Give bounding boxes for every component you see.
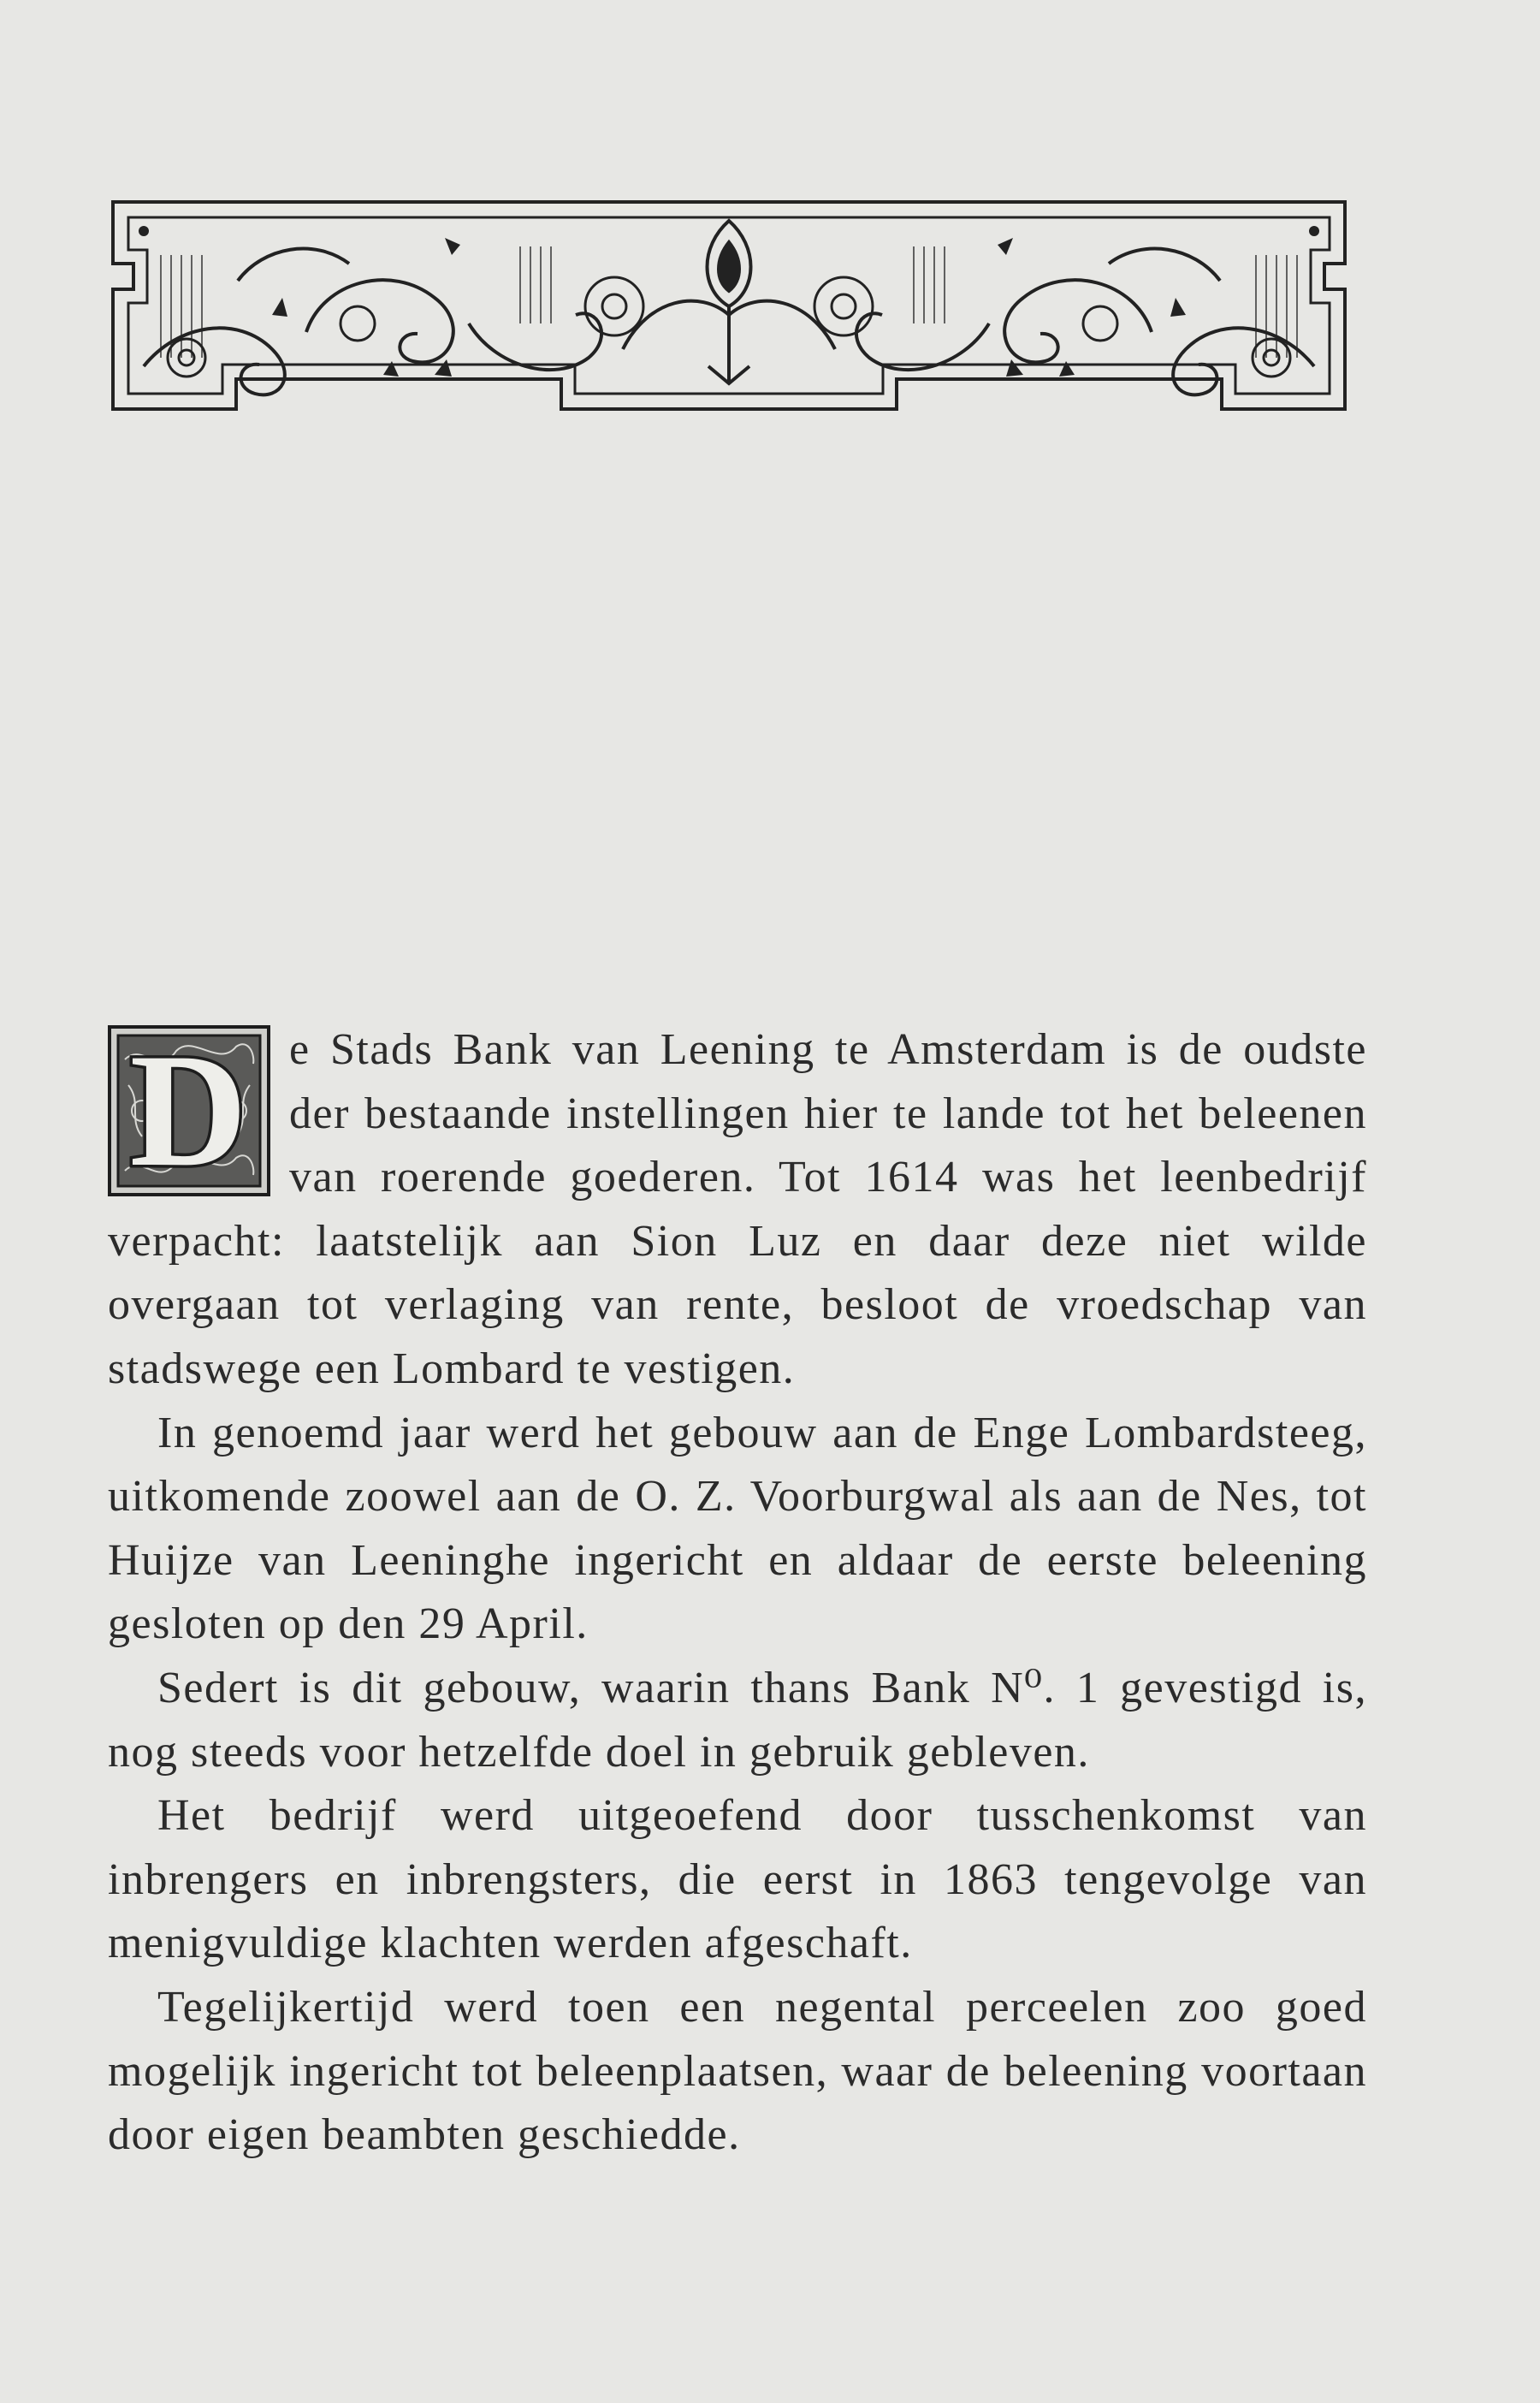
decorated-initial	[108, 1021, 270, 1201]
initial-letter: D	[129, 1021, 249, 1201]
paragraph-1	[108, 1018, 1367, 1402]
body-text	[108, 1018, 1367, 2168]
floral-headpiece-ornament	[110, 195, 1348, 418]
paragraph-4: Het bedrijf werd uitgeoefend door tusschenkomst van inbrengers en inbrengsters, die eerst in 1863 tengevolge van menigvuldige klachten werden afgeschaft.	[108, 1791, 1367, 1968]
paragraph-3: Sedert is dit gebouw, waarin thans Bank N⁰. 1 gevestigd is, nog steeds voor hetzelfde doel in gebruik gebleven.	[108, 1663, 1367, 1777]
paragraph-2: In genoemd jaar werd het gebouw aan de Enge Lombardsteeg, uitkomende zoowel aan de O. Z. Voorburgwal als aan de Nes, tot Huijze van Leeninghe ingericht en aldaar de eerste beleening gesloten op den 29 April.	[108, 1408, 1367, 1649]
paragraph-5: Tegelijkertijd werd toen een negental perceelen zoo goed mogelijk ingericht tot beleenplaatsen, waar de beleening voortaan door eigen beambten geschiedde.	[108, 1982, 1367, 2160]
paragraph-1-text: e Stads Bank van Leening te Amsterdam is de oudste der bestaande instellingen hier te lande tot het beleenen van roerende goederen. Tot 1614 was het leenbedrijf verpacht: laatstelijk aan Sion Luz en daar deze niet wilde overgaan tot verlaging van rente, besloot de vroedschap van stadswege een Lombard te vestigen.	[108, 1025, 1367, 1393]
